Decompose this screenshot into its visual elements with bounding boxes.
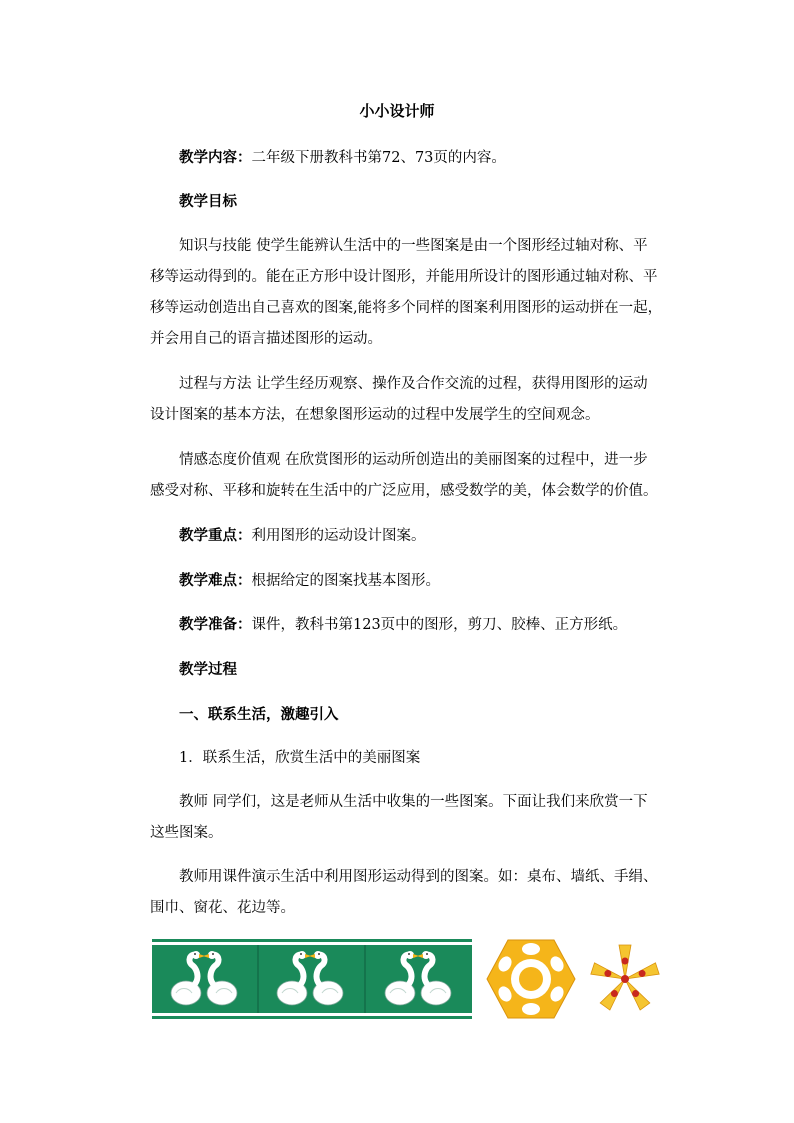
objective-knowledge-line: 移等运动创造出自己喜欢的图案,能将多个同样的图案利用图形的运动拼在一起， xyxy=(150,300,663,316)
objective-process xyxy=(150,369,670,431)
teacher-line xyxy=(150,787,670,849)
teaching-content-label: 教学内容： xyxy=(179,149,252,166)
preparation xyxy=(150,609,670,641)
preparation-text: 课件，教科书第123页中的图形，剪刀、胶棒、正方形纸。 xyxy=(251,617,628,633)
teaching-content-text: 二年级下册教科书第72、73页的内容。 xyxy=(251,150,506,166)
objective-process-line: 过程与方法 让学生经历观察、操作及合作交流的过程，获得用图形的运动 xyxy=(179,376,648,392)
objectives-heading: 教学目标 xyxy=(179,193,237,210)
objective-knowledge xyxy=(150,231,670,355)
demo-line xyxy=(150,862,670,924)
teacher-line-text: 教师 同学们，这是老师从生活中收集的一些图案。下面让我们来欣赏一下 xyxy=(179,794,648,810)
border-stripe-bottom xyxy=(152,1016,472,1019)
step1: 1．联系生活，欣赏生活中的美丽图案 xyxy=(179,750,421,766)
key-point-text: 利用图形的运动设计图案。 xyxy=(251,528,426,544)
section1-heading: 一、联系生活，激趣引入 xyxy=(179,706,339,723)
swan-border-pattern xyxy=(152,937,472,1021)
objective-attitude xyxy=(150,445,670,507)
objective-process-line: 设计图案的基本方法，在想象图形运动的过程中发展学生的空间观念。 xyxy=(150,407,600,423)
pinwheel-pattern xyxy=(580,938,670,1020)
preparation-label: 教学准备： xyxy=(179,616,252,633)
process-heading: 教学过程 xyxy=(179,661,237,678)
objective-knowledge-line: 移等运动得到的。能在正方形中设计图形，并能用所设计的图形通过轴对称、平 xyxy=(150,269,658,285)
teaching-content xyxy=(150,142,670,174)
pinwheel-blade xyxy=(623,963,659,985)
pinwheel-blade xyxy=(619,945,631,979)
page-title: 小小设计师 xyxy=(359,102,435,120)
objective-attitude-line: 情感态度价值观 在欣赏图形的运动所创造出的美丽图案的过程中，进一步 xyxy=(179,452,648,468)
pinwheel-blade xyxy=(591,963,627,985)
border-stripe-top xyxy=(152,939,472,942)
objective-knowledge-line: 知识与技能 使学生能辨认生活中的一些图案是由一个图形经过轴对称、平 xyxy=(179,238,648,254)
objective-attitude-line: 感受对称、平移和旋转在生活中的广泛应用，感受数学的美，体会数学的价值。 xyxy=(150,483,658,499)
objective-knowledge-line: 并会用自己的语言描述图形的运动。 xyxy=(150,331,382,347)
demo-line-text: 围巾、窗花、花边等。 xyxy=(150,900,295,916)
teacher-line-text: 这些图案。 xyxy=(150,825,223,841)
key-point-label: 教学重点： xyxy=(179,527,252,544)
difficulty-text: 根据给定的图案找基本图形。 xyxy=(251,573,440,589)
demo-line-text: 教师用课件演示生活中利用图形运动得到的图案。如：桌布、墙纸、手绢、 xyxy=(179,869,658,885)
hexagon-pattern xyxy=(486,938,576,1020)
difficulty xyxy=(150,565,670,597)
difficulty-label: 教学难点： xyxy=(179,572,252,589)
key-point xyxy=(150,520,670,552)
